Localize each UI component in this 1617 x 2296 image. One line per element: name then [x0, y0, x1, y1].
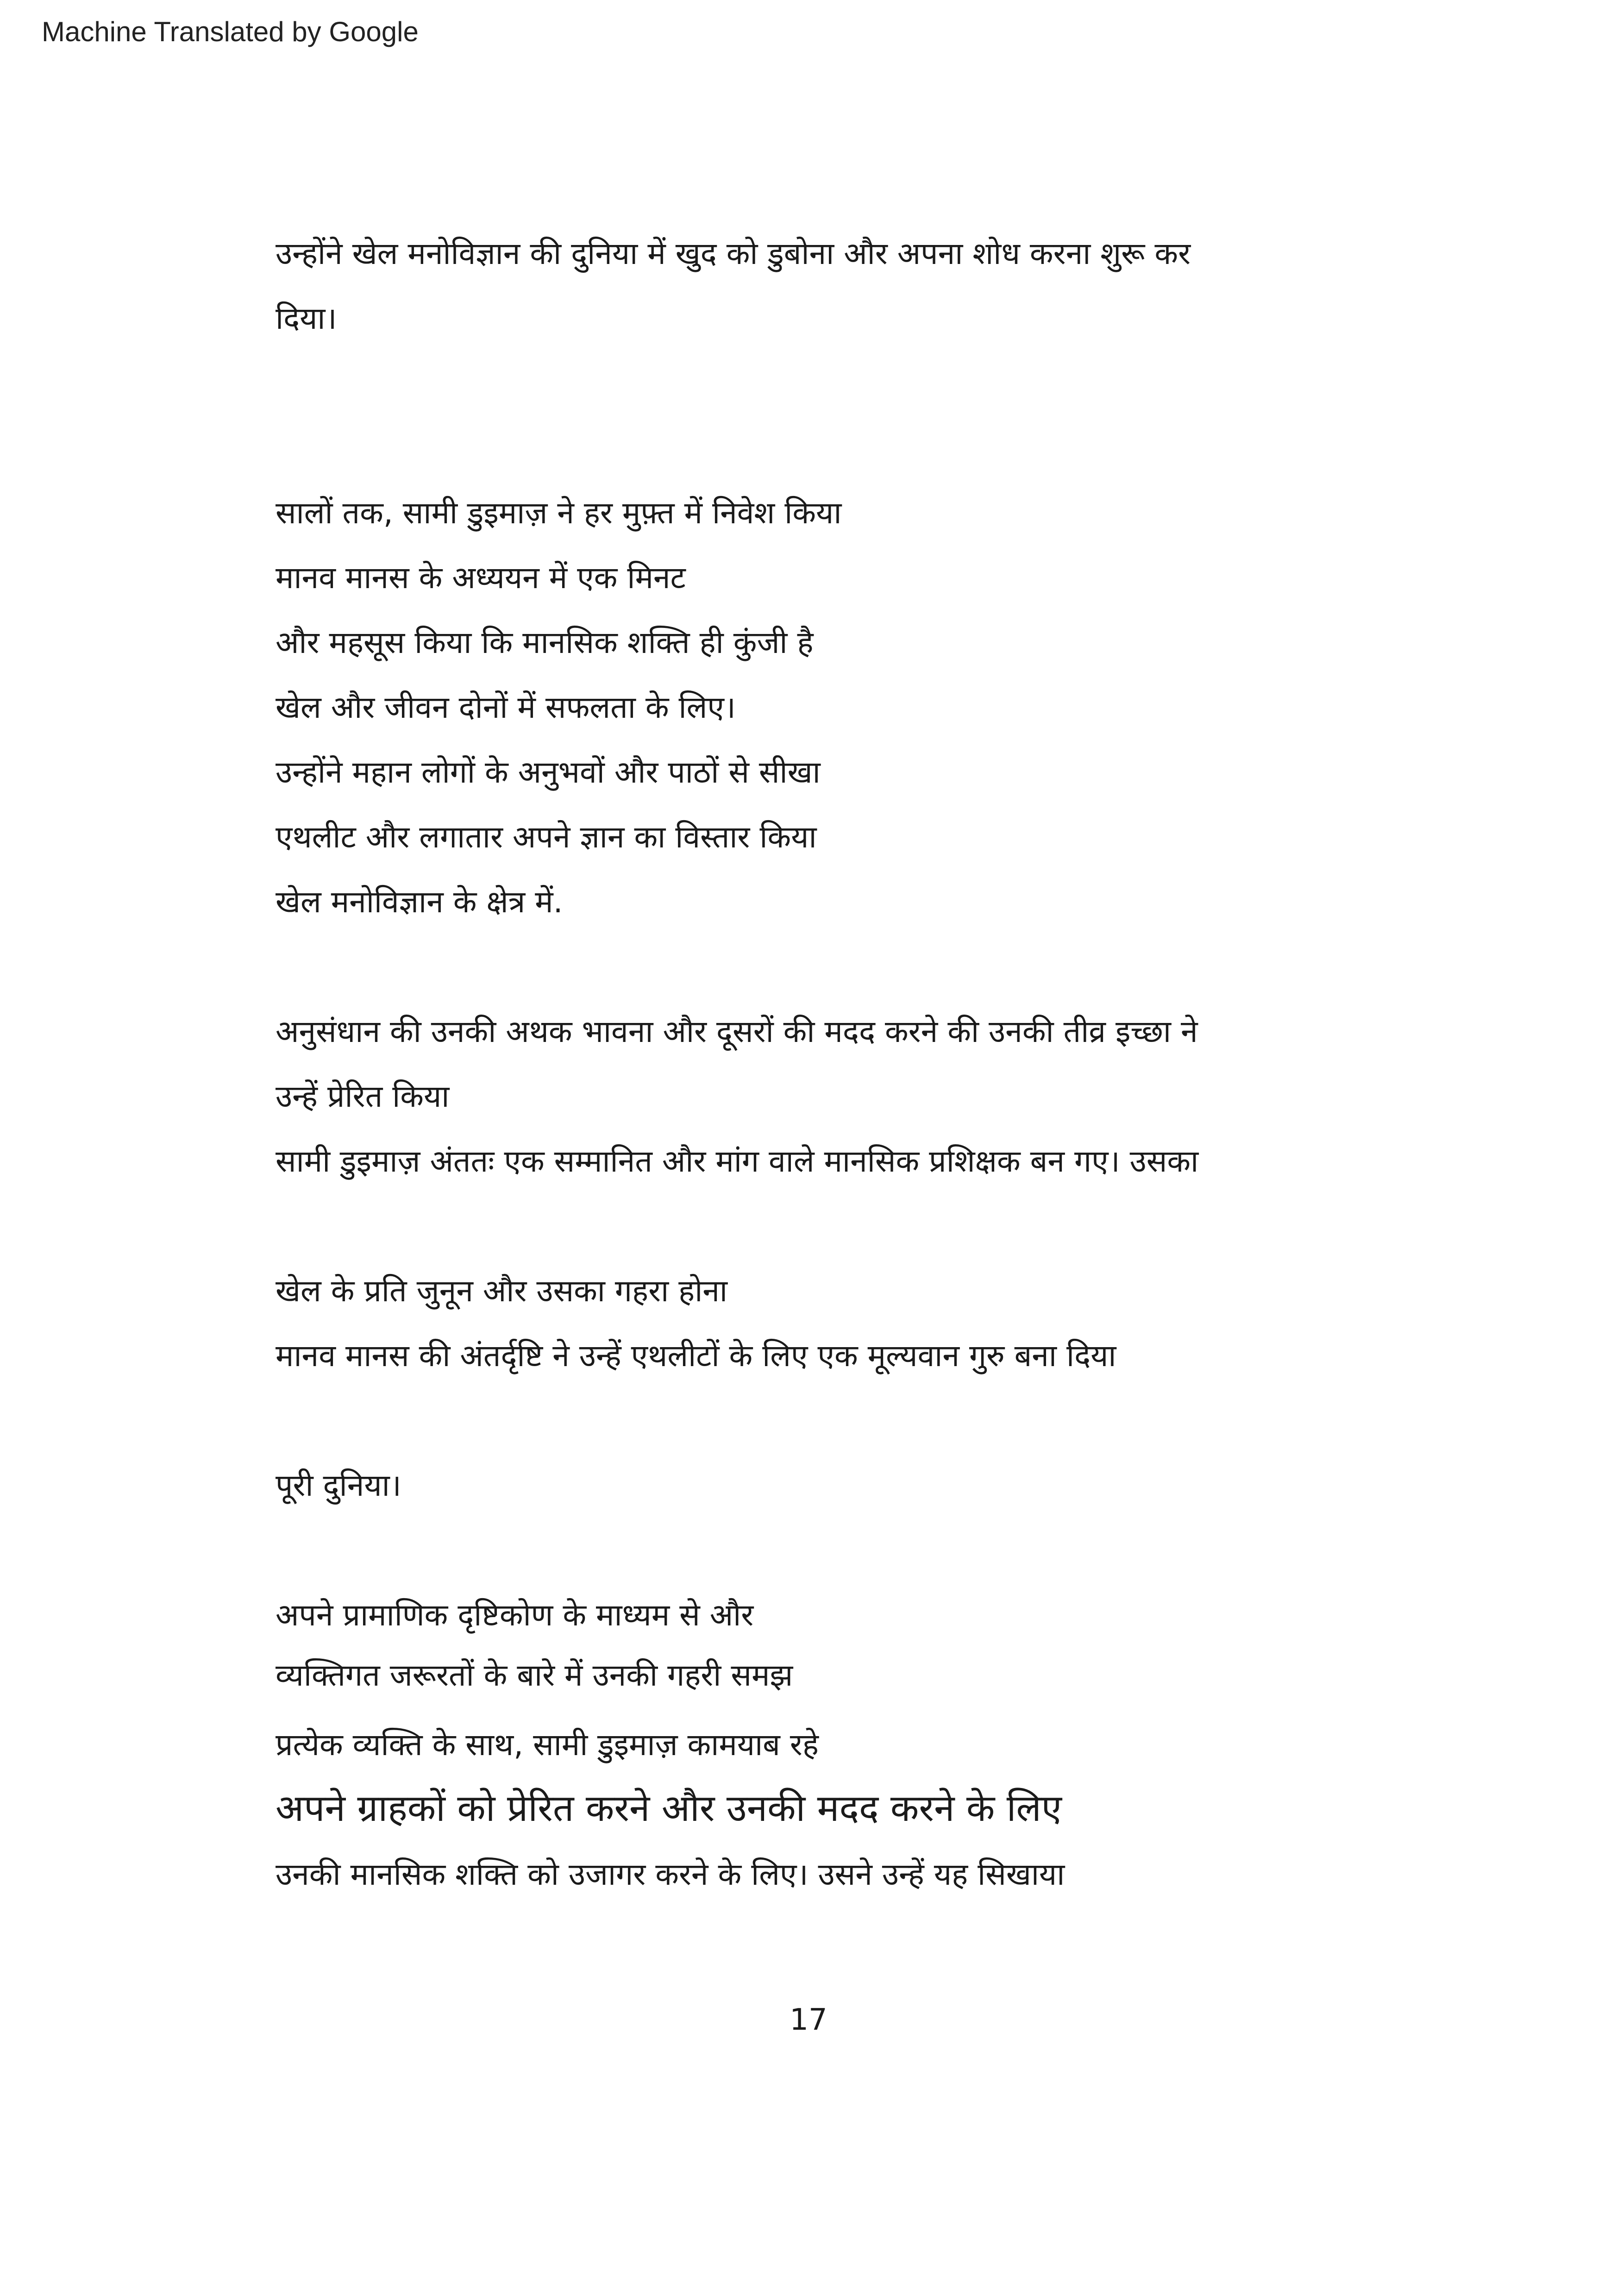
page-number: 17: [790, 2003, 827, 2037]
text-line: एथलीट और लगातार अपने ज्ञान का विस्तार किया: [276, 819, 817, 855]
text-line: पूरी दुनिया।: [276, 1468, 401, 1503]
text-line: उन्होंने खेल मनोविज्ञान की दुनिया में खुद को डुबोना और अपना शोध करना शुरू कर: [276, 236, 1191, 271]
text-line: मानव मानस की अंतर्दृष्टि ने उन्हें एथलीटों के लिए एक मूल्यवान गुरु बना दिया: [276, 1338, 1116, 1374]
text-line: खेल और जीवन दोनों में सफलता के लिए।: [276, 690, 736, 725]
text-line: उन्हें प्रेरित किया: [276, 1079, 450, 1114]
text-line: सालों तक, सामी डुइमाज़ ने हर मुफ़्त में निवेश किया: [276, 495, 842, 531]
text-line: खेल के प्रति जुनून और उसका गहरा होना: [276, 1273, 728, 1309]
text-line: सामी डुइमाज़ अंततः एक सम्मानित और मांग वाले मानसिक प्रशिक्षक बन गए। उसका: [276, 1143, 1199, 1179]
text-line: अपने प्रामाणिक दृष्टिकोण के माध्यम से और: [276, 1597, 754, 1633]
text-line: उन्होंने महान लोगों के अनुभवों और पाठों से सीखा: [276, 754, 821, 790]
text-line: दिया।: [276, 301, 337, 336]
text-line: खेल मनोविज्ञान के क्षेत्र में.: [276, 884, 563, 920]
text-line: प्रत्येक व्यक्ति के साथ, सामी डुइमाज़ कामयाब रहे: [276, 1727, 819, 1763]
machine-translation-banner: Machine Translated by Google: [42, 16, 419, 47]
text-line: मानव मानस के अध्ययन में एक मिनट: [276, 560, 686, 596]
text-line: और महसूस किया कि मानसिक शक्ति ही कुंजी है: [276, 625, 814, 660]
text-line: अपने ग्राहकों को प्रेरित करने और उनकी मदद करने के लिए: [276, 1787, 1062, 1830]
text-line: व्यक्तिगत जरूरतों के बारे में उनकी गहरी समझ: [276, 1657, 793, 1693]
text-line: अनुसंधान की उनकी अथक भावना और दूसरों की मदद करने की उनकी तीव्र इच्छा ने: [276, 1014, 1198, 1049]
text-line: उनकी मानसिक शक्ति को उजागर करने के लिए। उसने उन्हें यह सिखाया: [276, 1857, 1065, 1892]
